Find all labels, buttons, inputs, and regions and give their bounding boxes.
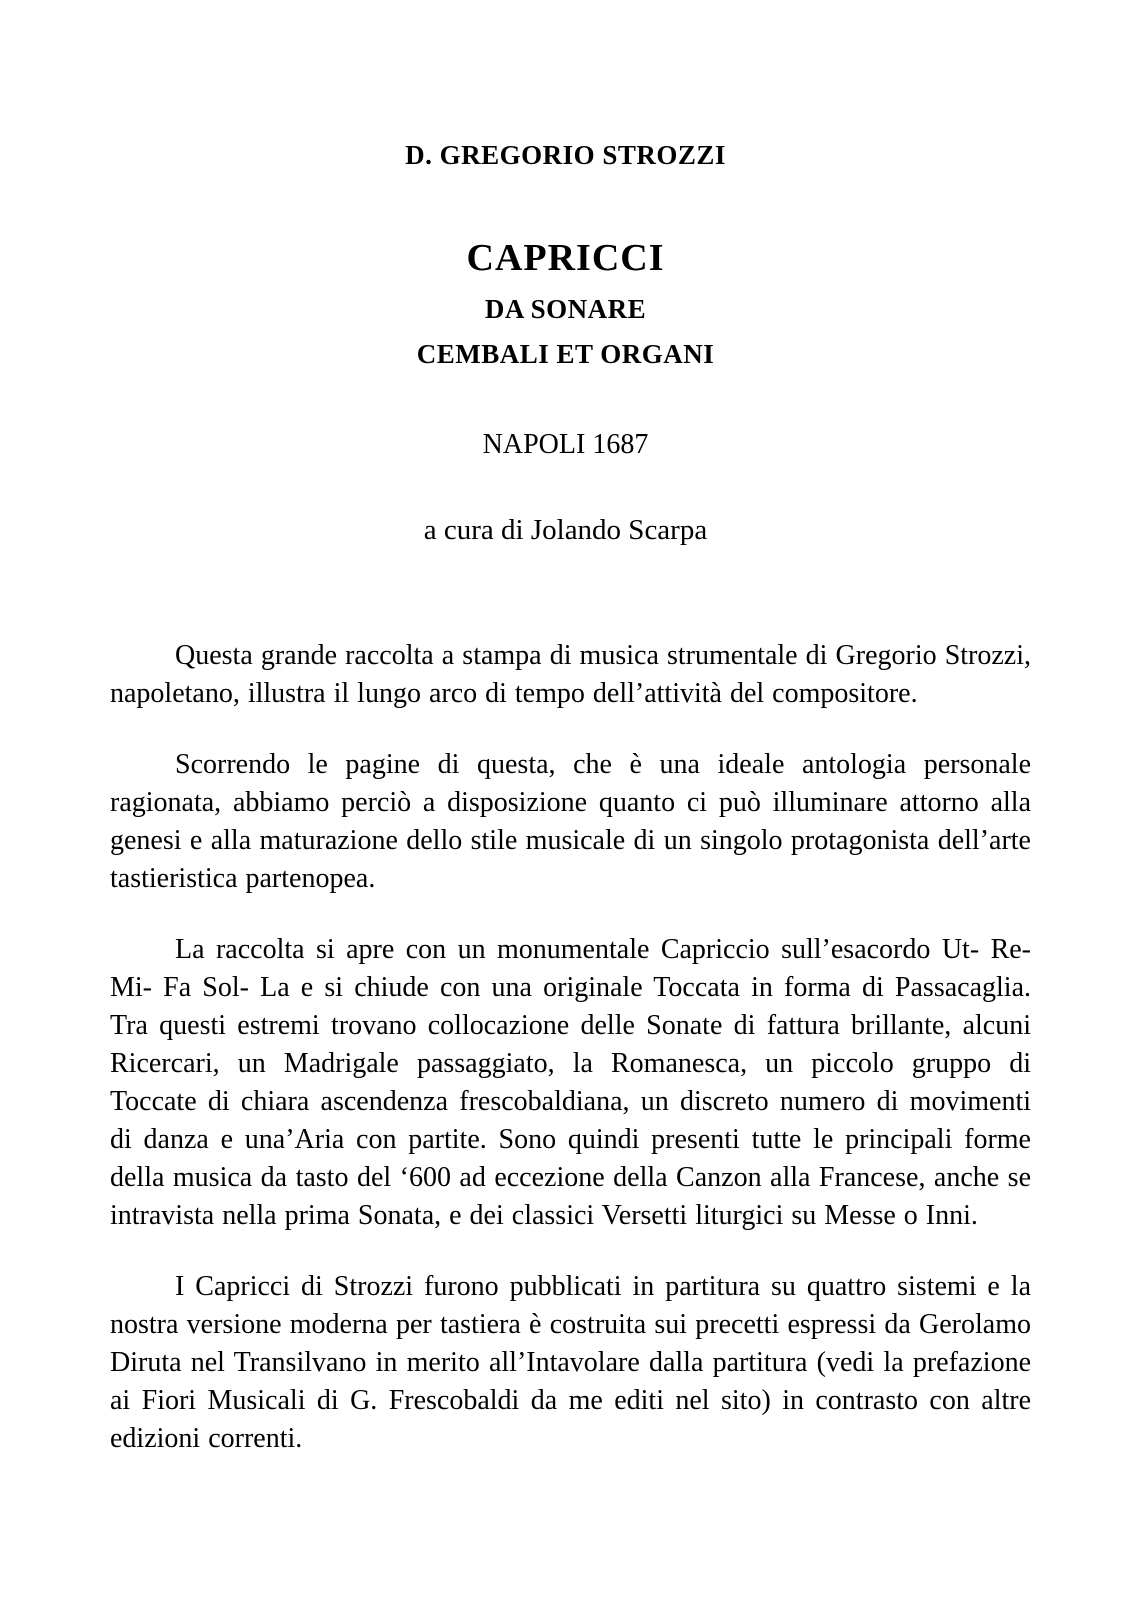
paragraph-2: Scorrendo le pagine di questa, che è una ideale antologia personale ragionata, abbiamo perciò a disposizione quanto ci può illuminare attorno alla genesi e alla maturazione dello stile musicale di un singolo protagonista dell’arte tastieristica partenopea. [110, 749, 1031, 894]
author-name: D. GREGORIO STROZZI [405, 140, 726, 170]
paragraph-3: La raccolta si apre con un monumentale Capriccio sull’esacordo Ut- Re- Mi- Fa Sol- La e si chiude con una originale Toccata in forma di Passacaglia. Tra questi estremi trovano collocazione delle Sonate di fattura brillante, alcuni Ricercari, un Madrigale passaggiato, la Romanesca, un piccolo gruppo di Toccate di chiara ascendenza frescobaldiana, un discreto numero di movimenti di danza e una’Aria con partite. Sono quindi presenti tutte le principali forme della musica da tasto del ‘600 ad eccezione della Canzon alla Francese, anche se intravista nella prima Sonata, e dei classici Versetti liturgici su Messe o Inni. [110, 934, 1031, 1231]
paragraph-4: I Capricci di Strozzi furono pubblicati in partitura su quattro sistemi e la nostra versione moderna per tastiera è costruita sui precetti espressi da Gerolamo Diruta nel Transilvano in merito all’Intavolare dalla partitura (vedi la prefazione ai Fiori Musicali di G. Frescobaldi da me editi nel sito) in contrasto con altre edizioni correnti. [110, 1271, 1031, 1454]
paragraph-1: Questa grande raccolta a stampa di musica strumentale di Gregorio Strozzi, napoletano, illustra il lungo arco di tempo dell’attività del compositore. [110, 640, 1031, 709]
title-block [0, 142, 1131, 545]
editor-credit: a cura di Jolando Scarpa [423, 514, 708, 546]
preface-text [0, 637, 1131, 1458]
work-title: CAPRICCI [466, 237, 665, 279]
publication-place-year: NAPOLI 1687 [482, 429, 649, 460]
work-subtitle-line-1: DA SONARE [484, 294, 647, 324]
work-subtitle-line-2: CEMBALI ET ORGANI [416, 339, 715, 369]
